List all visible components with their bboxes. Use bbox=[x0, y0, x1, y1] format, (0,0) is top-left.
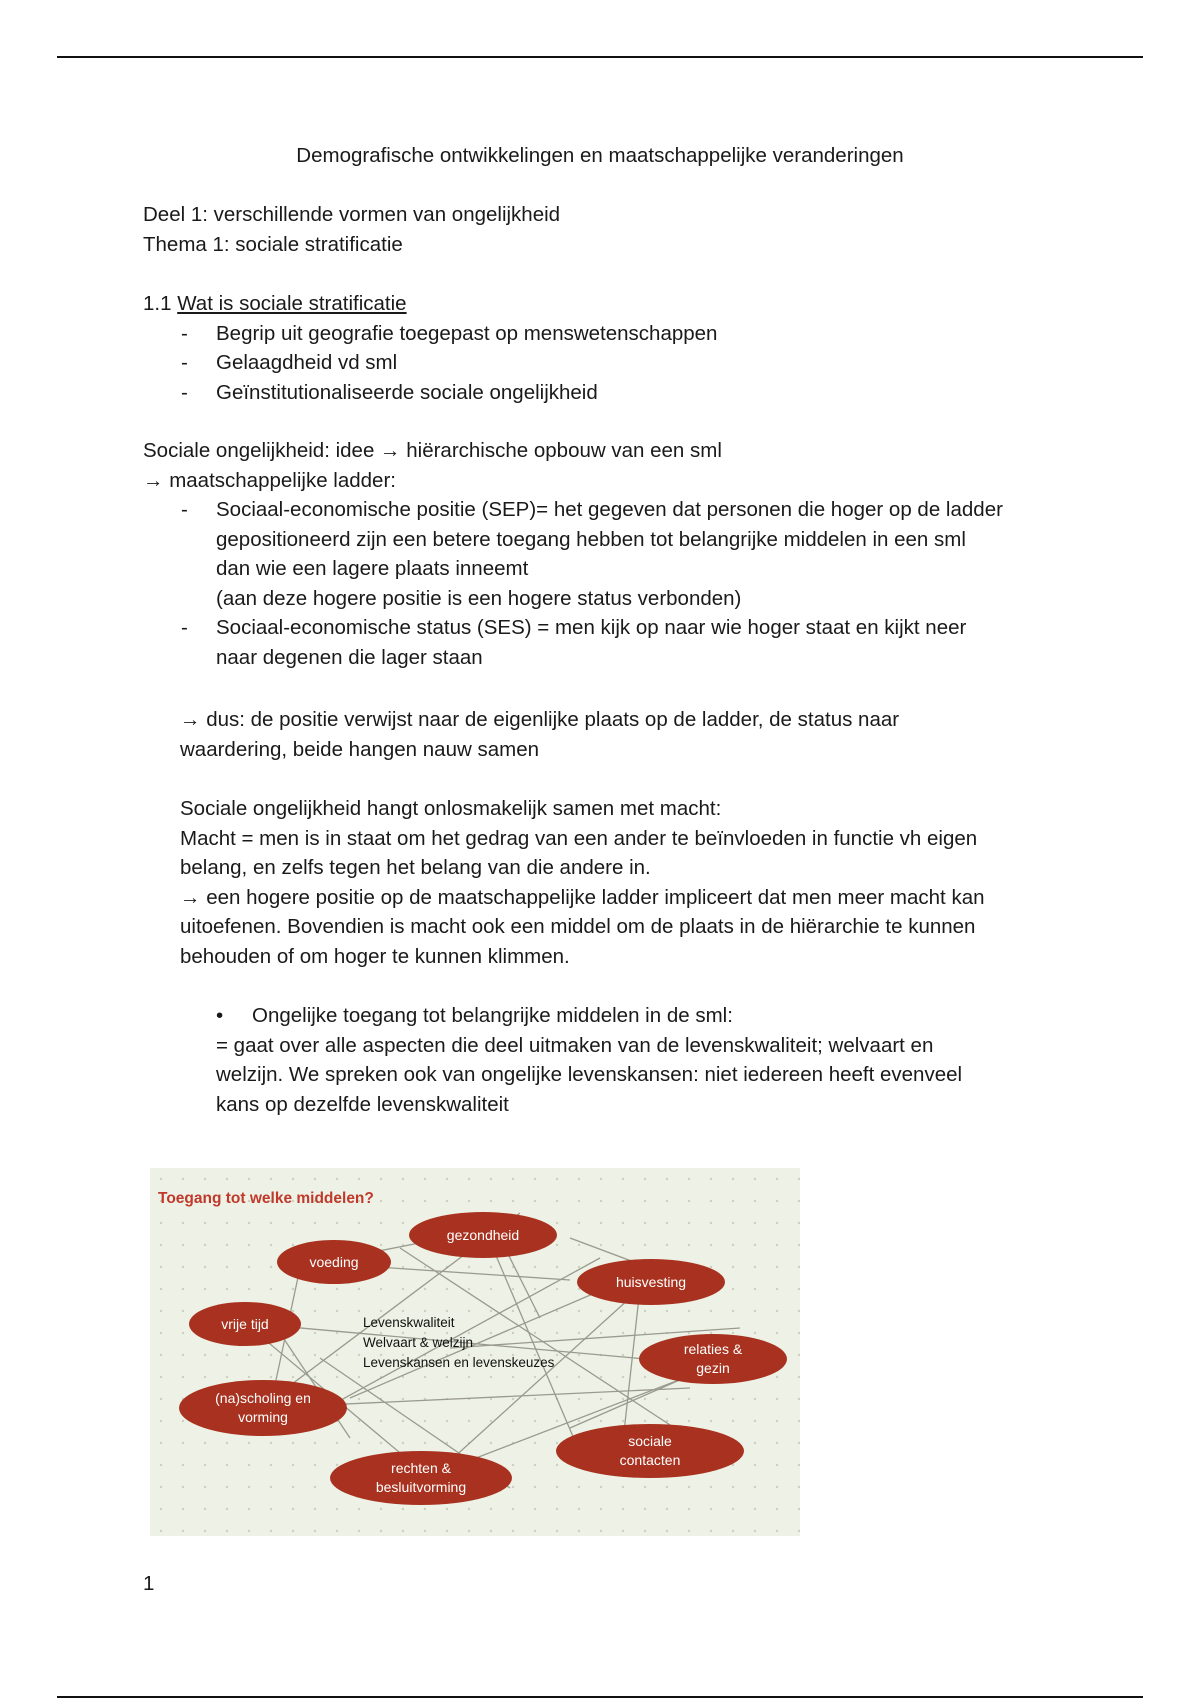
conclusion-line: → dus: de positie verwijst naar de eigenlijke plaats op de ladder, de status naar bbox=[180, 708, 900, 731]
power-line: uitoefenen. Bovendien is macht ook een middel om de plaats in de hiërarchie te kunnen bbox=[180, 915, 976, 938]
node-label: rechten & bbox=[391, 1460, 451, 1476]
node-label: voeding bbox=[309, 1254, 359, 1270]
node-label: relaties & bbox=[683, 1341, 743, 1357]
power-line: Macht = men is in staat om het gedrag van een ander te beïnvloeden in functie vh eigen bbox=[180, 826, 978, 850]
power-paragraph bbox=[143, 794, 1110, 971]
list-item: • Ongelijke toegang tot belangrijke middelen in de sml: = gaat over alle aspecten die deel uitmaken van de levenskwaliteit; welvaart en welzijn. We spreken ook van ongelijke levenskansen: niet iedereen heeft evenveel kans op dezelfde levenskwaliteit bbox=[143, 1001, 1073, 1119]
section-1-1 bbox=[143, 289, 1073, 407]
section-points bbox=[143, 319, 1073, 408]
power-line: behouden of om hoger te kunnen klimmen. bbox=[180, 944, 570, 968]
theme-heading: Thema 1: sociale stratificatie bbox=[143, 232, 403, 256]
position-status-list bbox=[143, 495, 1073, 672]
resources-diagram bbox=[150, 1168, 800, 1536]
sep-item: - Sociaal-economische positie (SEP)= het gegeven dat personen die hoger op de ladder gepositioneerd zijn een betere toegang hebben tot belangrijke middelen in een sml dan wie een lagere plaats inneemt (aan deze hogere positie is een hogere status verbonden) bbox=[181, 498, 1003, 610]
resources-diagram-svg bbox=[150, 1168, 800, 1536]
part-heading-block bbox=[143, 200, 1073, 259]
inequality-definition: Sociale ongelijkheid: idee → hiërarchische opbouw van een sml bbox=[143, 439, 722, 462]
diagram-title: Toegang tot welke middelen? bbox=[158, 1190, 374, 1207]
node-label: (na)scholing en bbox=[215, 1390, 311, 1406]
part-heading: Deel 1: verschillende vormen van ongelijkheid bbox=[143, 203, 561, 226]
conclusion-line: waardering, beide hangen nauw samen bbox=[180, 737, 540, 761]
node-nascholing-vorming bbox=[179, 1380, 347, 1436]
power-line: Sociale ongelijkheid hangt onlosmakelijk samen met macht: bbox=[180, 797, 722, 820]
list-item: - Begrip uit geografie toegepast op menswetenschappen bbox=[181, 321, 718, 345]
footer-rule bbox=[57, 1696, 1143, 1698]
ses-item: - Sociaal-economische status (SES) = men kijk op naar wie hoger staat en kijkt neer naar degenen die lager staan bbox=[181, 616, 967, 669]
node-label: besluitvorming bbox=[375, 1479, 467, 1495]
document-title: Demografische ontwikkelingen en maatschappelijke veranderingen bbox=[296, 144, 904, 167]
node-label: gezondheid bbox=[446, 1227, 520, 1243]
node-label: huisvesting bbox=[615, 1274, 687, 1290]
section-heading bbox=[143, 289, 1073, 319]
section-title: Wat is sociale stratificatie bbox=[177, 292, 407, 315]
power-line: belang, en zelfs tegen het belang van die andere in. bbox=[180, 856, 651, 879]
node-label: sociale bbox=[628, 1433, 672, 1449]
node-label: gezin bbox=[696, 1360, 730, 1376]
page-number: 1 bbox=[143, 1572, 155, 1595]
inequality-section bbox=[143, 436, 1073, 672]
center-line: Levenskwaliteit bbox=[363, 1315, 455, 1330]
section-number: 1.1 bbox=[143, 292, 172, 315]
list-item: - Gelaagdheid vd sml bbox=[181, 351, 398, 374]
list-item: - Geïnstitutionaliseerde sociale ongelijkheid bbox=[181, 380, 598, 404]
center-line: Welvaart & welzijn bbox=[363, 1335, 474, 1350]
header-rule bbox=[57, 56, 1143, 58]
conclusion-paragraph bbox=[143, 705, 1110, 764]
node-label: vrije tijd bbox=[221, 1316, 269, 1332]
center-line: Levenskansen en levenskeuzes bbox=[363, 1355, 555, 1370]
bullet-icon: • bbox=[216, 1004, 224, 1027]
access-bullet bbox=[143, 1001, 1073, 1119]
node-label: vorming bbox=[238, 1409, 288, 1425]
node-label: contacten bbox=[619, 1452, 681, 1468]
ladder-line: → maatschappelijke ladder: bbox=[143, 468, 396, 492]
power-line: → een hogere positie op de maatschappelijke ladder impliceert dat men meer macht kan bbox=[180, 885, 985, 909]
